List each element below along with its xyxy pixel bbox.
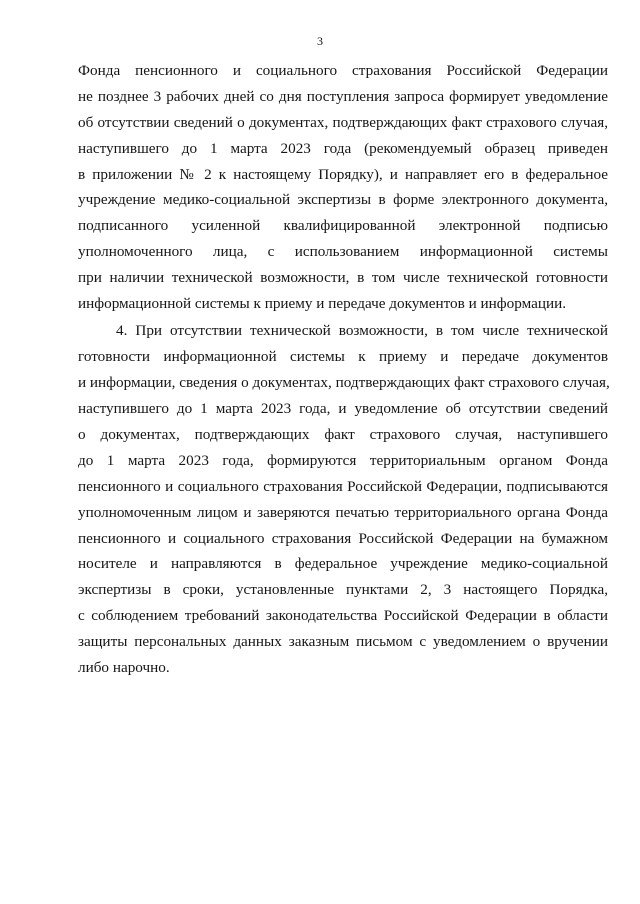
text-line: не позднее 3 рабочих дней со дня поступления запроса формирует уведомление — [78, 87, 608, 105]
text-line: готовности информационной системы к приему и передаче документов — [78, 348, 608, 366]
text-line: с соблюдением требований законодательства Российской Федерации в области — [78, 607, 608, 625]
text-line: о документах, подтверждающих факт страхового случая, наступившего — [78, 425, 608, 443]
text-line: Фонда пенсионного и социального страхования Российской Федерации — [78, 62, 608, 79]
paragraph-continuation — [78, 58, 608, 317]
text-line: пенсионного и социального страхования Российской Федерации, подписываются — [78, 477, 608, 495]
text-line: при наличии технической возможности, в том числе технической готовности — [78, 269, 608, 287]
document-body — [78, 58, 608, 681]
text-line: уполномоченным лицом и заверяются печатью территориального органа Фонда — [78, 503, 608, 521]
text-line: 4. При отсутствии технической возможности, в том числе технической — [116, 322, 608, 340]
text-line: и информации, сведения о документах, подтверждающих факт страхового случая, — [78, 374, 610, 392]
text-line: наступившего до 1 марта 2023 года, и уведомление об отсутствии сведений — [78, 400, 608, 418]
text-line: либо нарочно. — [78, 658, 170, 676]
text-line: в приложении № 2 к настоящему Порядку), и направляет его в федеральное — [78, 165, 608, 183]
text-line: учреждение медико-социальной экспертизы в форме электронного документа, — [78, 191, 608, 209]
text-line: об отсутствии сведений о документах, подтверждающих факт страхового случая, — [78, 113, 608, 131]
paragraph-item-4 — [78, 318, 608, 680]
text-line: экспертизы в сроки, установленные пунктами 2, 3 настоящего Порядка, — [78, 581, 608, 599]
page-number: 3 — [317, 34, 323, 48]
text-line: подписанного усиленной квалифицированной электронной подписью — [78, 217, 608, 235]
text-line: защиты персональных данных заказным письмом с уведомлением о вручении — [78, 633, 608, 651]
text-line: до 1 марта 2023 года, формируются территориальным органом Фонда — [78, 451, 608, 469]
text-line: пенсионного и социального страхования Российской Федерации на бумажном — [78, 529, 608, 547]
text-line: носителе и направляются в федеральное учреждение медико-социальной — [78, 555, 608, 573]
text-line: уполномоченного лица, с использованием информационной системы — [78, 243, 608, 261]
text-line: наступившего до 1 марта 2023 года (рекомендуемый образец приведен — [78, 139, 608, 157]
text-line: информационной системы к приему и передаче документов и информации. — [78, 295, 567, 313]
